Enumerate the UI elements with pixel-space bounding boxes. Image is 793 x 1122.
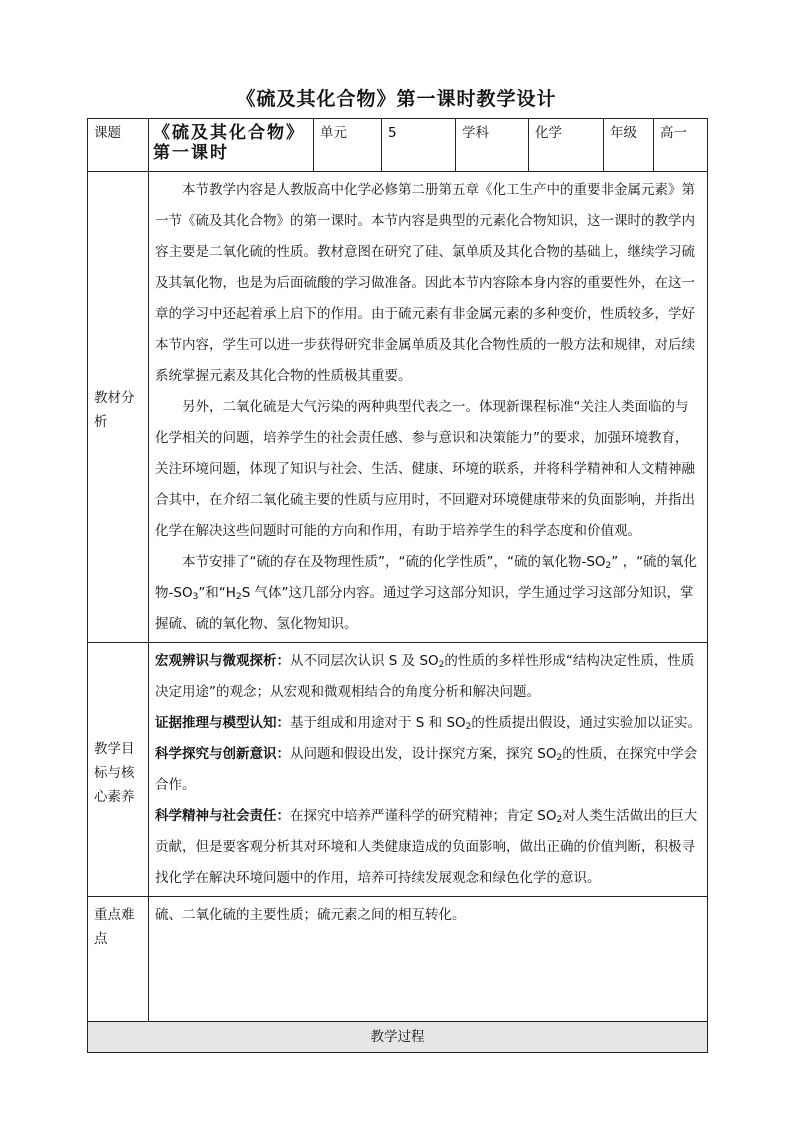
- analysis-paragraph-2: 另外，二氧化硫是大气污染的两种典型代表之一。体现新课程标准“关注人类面临的与化学相关的问题，培养学生的社会责任感、参与意识和决策能力”的要求，加强环境教育，关注环境问题，体现了知识与社会、生活、健康、环境的联系，并将科学精神和人文精神融合其中，在介绍二氧化硫主要的性质与应用时，不回避对环境健康带来的负面影响，并指出化学在解决这些问题时可能的方向和作用，有助于培养学生的科学态度和价值观。: [155, 399, 695, 539]
- unit-value: 5: [382, 119, 456, 172]
- analysis-paragraph-1: 本节教学内容是人教版高中化学必修第二册第五章《化工生产中的重要非金属元素》第一节《硫及其化合物》的第一课时。本节内容是典型的元素化合物知识，这一课时的教学内容主要是二氧化硫的性质。教材意图在研究了硅、氯单质及其化合物的基础上，继续学习硫及其氧化物，也是为后面硫酸的学习做准备。因此本节内容除本身内容的重要性外，在这一章的学习中还起着承上启下的作用。由于硫元素有非金属元素的多种变价，性质较多，学好本节内容，学生可以进一步获得研究非金属单质及其化合物性质的一般方法和规律，对后续系统掌握元素及其化合物的性质极其重要。: [155, 182, 695, 384]
- objectives-label: 教学目标与核心素养: [88, 643, 149, 897]
- process-row: [88, 1022, 708, 1053]
- topic-value: 《硫及其化合物》第一课时: [149, 119, 314, 172]
- header-row: [88, 119, 708, 172]
- analysis-label: 教材分析: [88, 172, 149, 643]
- objective-1: 宏观辨识与微观探析：从不同层次认识 S 及 $SO_2$的性质的多样性形成“结构决定性质，性质决定用途”的观念；从宏观和微观相结合的角度分析和解决问题。: [155, 653, 695, 700]
- analysis-content: [149, 172, 708, 643]
- analysis-row: [88, 172, 708, 643]
- lesson-plan-table: [87, 118, 708, 1053]
- objective-4: 科学精神与社会责任：在探究中培养严谨科学的研究精神；肯定 $SO_2$对人类生活做出的巨大贡献，但是要客观分析其对环境和人类健康造成的负面影响，做出正确的价值判断，积极寻找化学在解决环境问题中的作用，培养可持续发展观念和绿色化学的意识。: [155, 808, 698, 886]
- grade-value: 高一: [654, 119, 708, 172]
- process-label: 教学过程: [88, 1022, 708, 1053]
- objectives-content: [149, 643, 708, 897]
- document-title: 《硫及其化合物》第一课时教学设计: [236, 88, 557, 110]
- grade-label: 年级: [604, 119, 654, 172]
- subject-value: 化学: [529, 119, 604, 172]
- analysis-paragraph-3: 本节安排了“硫的存在及物理性质”，“硫的化学性质”，“硫的氧化物$-SO_2$” ，“硫的氧化物$-SO_3$”和“$H_2S$ 气体”这几部分内容。通过学习这部分知识，学生通过学习这部分知识，掌握硫、硫的氧化物、氢化物知识。: [155, 554, 698, 632]
- objectives-row: [88, 643, 708, 897]
- key-points-value: 硫、二氧化硫的主要性质；硫元素之间的相互转化。: [149, 897, 708, 1022]
- topic-label: 课题: [88, 119, 149, 172]
- objective-2: 证据推理与模型认知：基于组成和用途对于 S 和 $SO_2$的性质提出假设，通过实验加以证实。: [155, 715, 701, 732]
- subject-label: 学科: [456, 119, 529, 172]
- objective-3: 科学探究与创新意识：从问题和假设出发，设计探究方案，探究 $SO_2$的性质，在探究中学会合作。: [155, 746, 698, 793]
- key-points-row: [88, 897, 708, 1022]
- unit-label: 单元: [314, 119, 382, 172]
- key-points-label: 重点难点: [88, 897, 149, 1022]
